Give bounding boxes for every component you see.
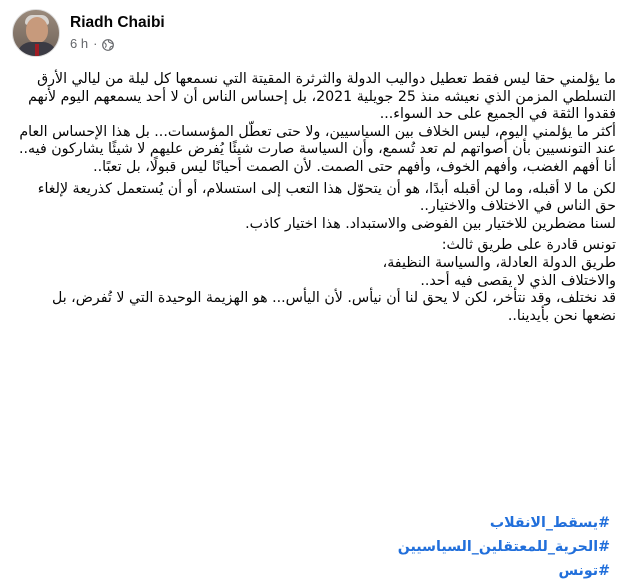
- post-paragraph-9: قد نختلف، وقد نتأخر، لكن لا يحق لنا أن نيأس. لأن اليأس... هو الهزيمة الوحيدة التي لا تُفرض، بل نضعها نحن بأيدينا..: [51, 290, 616, 324]
- post-paragraph-1: ما يؤلمني حقا ليس فقط تعطيل دواليب الدولة والثرثرة المقيتة التي نسمعها كل ليلة من ليالي الأرق التسلطي المزمن الذي نعيشه منذ 25 جويلية 2021، بل إحساس الناس أن لا أحد يسمعهم اليوم لأنهم فقدوا الثقة في الجميع على حد السواء...: [28, 71, 616, 123]
- post-header: [12, 8, 165, 58]
- post-text: [14, 71, 616, 325]
- post-paragraph-7: طريق الدولة العادلة، والسياسة النظيفة،: [382, 254, 616, 271]
- post-meta: [70, 35, 165, 53]
- meta-separator: ·: [93, 36, 98, 51]
- hashtag-link[interactable]: #الحرية_للمعتقلين_السياسيين: [397, 539, 610, 555]
- post-paragraph-8: والاختلاف الذي لا يقصى فيه أحد..: [420, 272, 616, 289]
- post-paragraph-4: لكن ما لا أقبله، وما لن أقبله أبدًا، هو أن يتحوّل هذا التعب إلى استسلام، أو أن يُستعمل كذريعة لإلغاء حق الناس في الاختلاف والاختيار..: [37, 180, 616, 215]
- avatar[interactable]: [12, 9, 60, 57]
- post-paragraph-2: أكثر ما يؤلمني اليوم، ليس الخلاف بين السياسيين، ولا حتى تعطّل المؤسسات... بل هذا الإحساس العام عند التونسيين بأن أصواتهم لم تعد تُسمع، وأن السياسة صارت شيئًا يُفرض عليهم لا شيئًا يشاركون فيه..: [19, 123, 616, 158]
- post-header-text: [70, 13, 165, 53]
- hashtag-link[interactable]: #يسقط_الانقلاب: [489, 515, 610, 531]
- author-name[interactable]: Riadh Chaibi: [70, 14, 165, 31]
- post-paragraph-6: تونس قادرة على طريق ثالث:: [441, 237, 616, 254]
- hashtag-link[interactable]: #تونس: [558, 563, 610, 579]
- post-timestamp[interactable]: 6 h: [70, 36, 89, 51]
- post-paragraph-5: لسنا مضطرين للاختيار بين الفوضى والاستبداد. هذا اختيار كاذب.: [245, 215, 616, 232]
- globe-icon[interactable]: [102, 38, 114, 50]
- post-paragraph-3: أنا أفهم الغضب، وأفهم الخوف، وأفهم حتى الصمت. لأن الصمت أحيانًا ليس قبولًا، بل تعبًا..: [93, 158, 616, 175]
- hashtag-list: [398, 511, 610, 583]
